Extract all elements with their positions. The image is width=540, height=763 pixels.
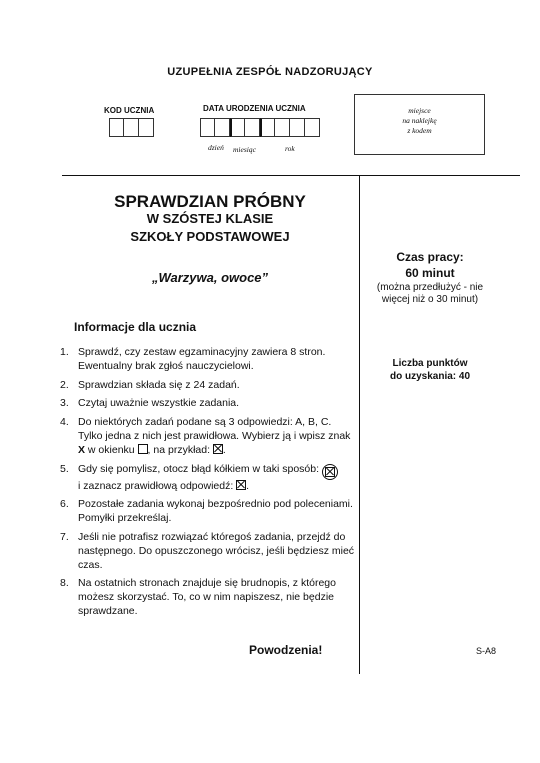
item-text: Na ostatnich stronach znajduje się brudnopis, z którego możesz skorzystać. To, co w nim napiszesz, nie będzie sprawdzane. (78, 577, 336, 617)
checked-box-icon (236, 480, 246, 490)
item-number: 5. (60, 462, 69, 475)
horizontal-divider (62, 175, 520, 176)
item-text: i zaznacz prawidłową odpowiedź: (78, 479, 237, 492)
code-box[interactable] (124, 118, 139, 137)
points-value: do uzyskania: 40 (389, 371, 471, 382)
good-luck-text: Powodzenia! (249, 643, 323, 657)
empty-checkbox-icon (138, 444, 148, 454)
item-text: Czytaj uważnie wszystkie zadania. (78, 397, 240, 410)
date-box[interactable] (215, 118, 230, 137)
date-box[interactable] (200, 118, 215, 137)
instructions-list (56, 346, 356, 624)
birth-date-label: DATA URODZENIA UCZNIA (203, 104, 306, 113)
code-box[interactable] (109, 118, 124, 137)
item-text: Sprawdź, czy zestaw egzaminacyjny zawiera 8 stron. Ewentualny brak zgłoś nauczycielowi. (78, 346, 326, 372)
date-box[interactable] (305, 118, 320, 137)
item-number: 6. (60, 498, 69, 511)
sticker-line: miejsce (408, 106, 431, 115)
birth-date-boxes[interactable] (200, 118, 320, 137)
circled-checkbox-icon (322, 464, 338, 480)
x-mark-letter: X (78, 443, 86, 456)
item-text: Do niektórych zadań podane są 3 odpowiedzi: A, B, C. Tylko jedna z nich jest prawidłowa. Wybierz ją i wpisz znak (78, 416, 351, 442)
sticker-placeholder (354, 94, 485, 155)
item-number: 8. (60, 577, 69, 590)
list-item (56, 498, 356, 526)
list-item: 5. Gdy się pomylisz, otocz błąd kółkiem w taki sposób: i zaznacz prawidłową odpowiedź: . (56, 463, 356, 494)
date-box[interactable] (290, 118, 305, 137)
exam-code: S-A8 (476, 646, 497, 656)
exam-subtitle: „Warzywa, owoce” (151, 270, 269, 285)
list-item (56, 531, 356, 572)
item-text: Jeśli nie potrafisz rozwiązać któregoś zadania, przejdź do następnego. Do opuszczonego wrócisz, jeśli będziesz mieć czas. (78, 530, 355, 571)
item-text: Pozostałe zadania wykonaj bezpośrednio pod poleceniami. Pomyłki przekreślaj. (78, 498, 353, 525)
dob-day-caption: dzień (208, 143, 224, 152)
time-note: (można przedłużyć - nie więcej niż o 30 minut) (376, 282, 484, 305)
date-box[interactable] (230, 118, 245, 137)
exam-title: SPRAWDZIAN PRÓBNY (114, 192, 306, 211)
item-number: 1. (60, 346, 69, 358)
sticker-line: na naklejkę (402, 116, 437, 125)
student-code-label: KOD UCZNIA (104, 106, 155, 115)
time-value: 60 minut (405, 266, 455, 280)
points-label: Liczba punktów (392, 358, 468, 369)
list-item (56, 397, 356, 411)
item-text: , na przykład: (147, 443, 213, 456)
list-item (56, 379, 356, 393)
date-box[interactable] (275, 118, 290, 137)
code-box[interactable] (139, 118, 154, 137)
exam-title-line2: W SZÓSTEJ KLASIE (146, 211, 274, 226)
dob-month-caption: miesiąc (233, 145, 256, 154)
item-number: 4. (60, 416, 69, 429)
student-code-boxes[interactable] (109, 118, 154, 137)
time-label: Czas pracy: (396, 250, 464, 264)
dob-year-caption: rok (285, 144, 295, 153)
checked-box-icon (213, 444, 223, 454)
list-item (56, 346, 356, 374)
exam-title-line3: SZKOŁY PODSTAWOWEJ (130, 229, 290, 244)
date-box[interactable] (245, 118, 260, 137)
sticker-line: z kodem (407, 126, 432, 135)
item-number: 3. (60, 397, 69, 410)
item-text: Gdy się pomylisz, otocz błąd kółkiem w taki sposób: (78, 462, 322, 475)
checked-box-icon (325, 467, 335, 477)
committee-header: UZUPEŁNIA ZESPÓŁ NADZORUJĄCY (167, 66, 373, 78)
list-item: 4. Do niektórych zadań podane są 3 odpowiedzi: A, B, C. Tylko jedna z nich jest prawidłowa. Wybierz ją i wpisz znak X w okienku , na przykład: . (60, 416, 351, 456)
item-text: Sprawdzian składa się z 24 zadań. (78, 378, 240, 391)
list-item (56, 577, 356, 618)
item-text: w okienku (85, 443, 138, 456)
info-heading: Informacje dla ucznia (74, 320, 197, 334)
item-number: 7. (60, 530, 69, 543)
item-number: 2. (60, 378, 69, 391)
date-box[interactable] (260, 118, 275, 137)
